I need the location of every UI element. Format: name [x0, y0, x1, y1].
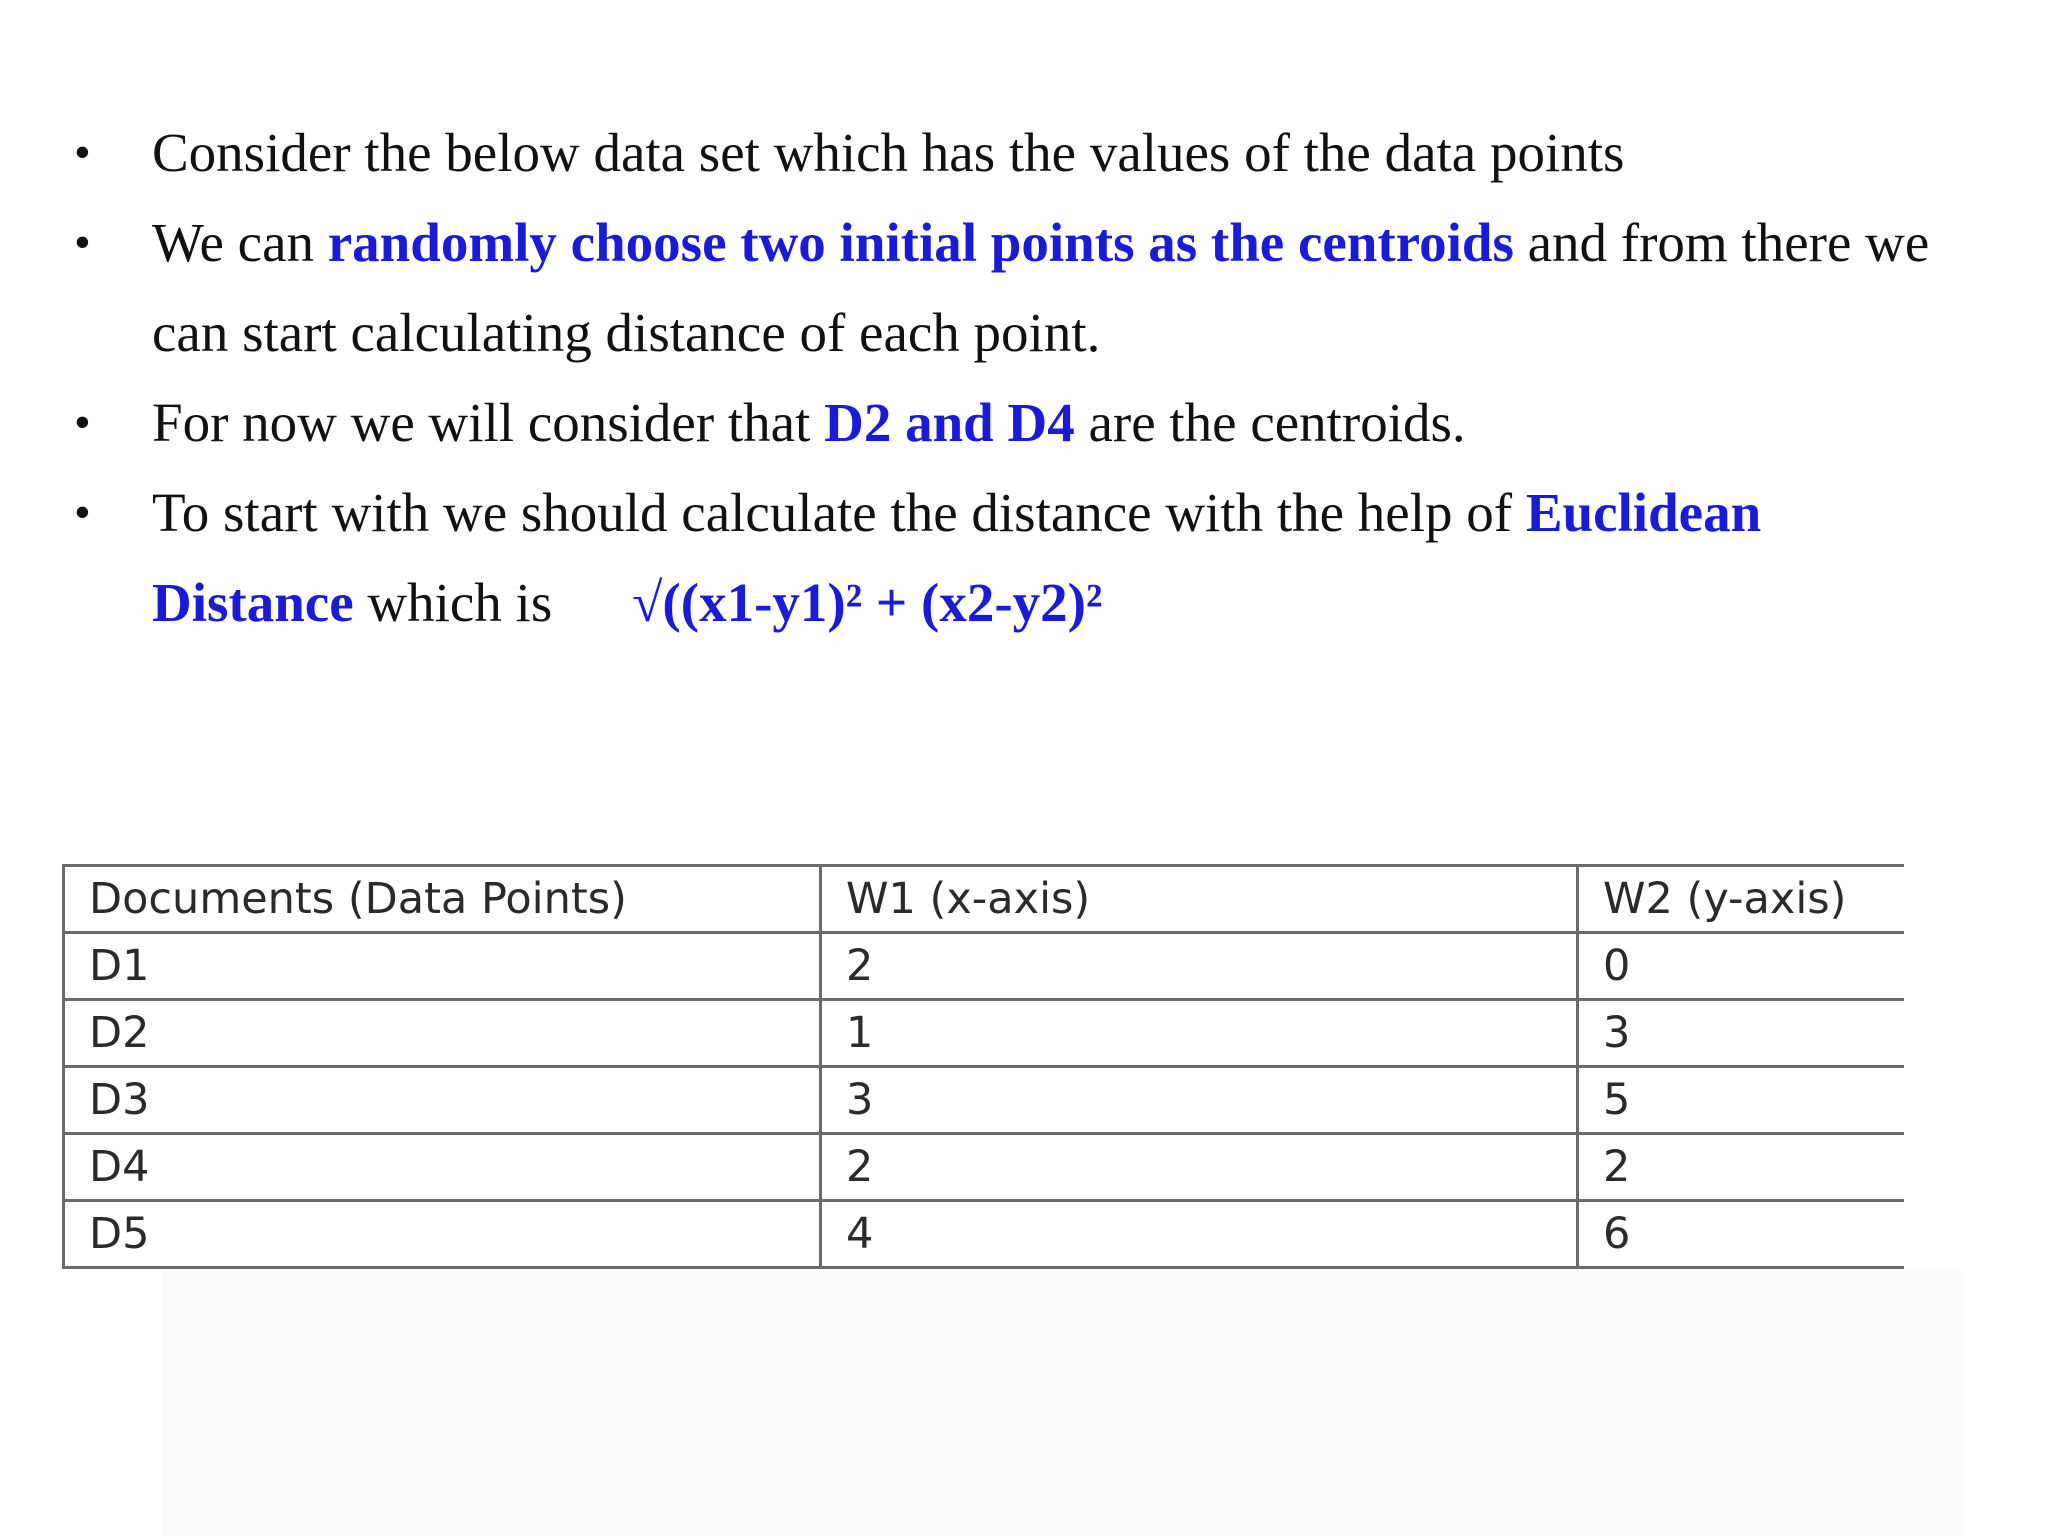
euclidean-formula: √((x1-y1)² + (x2-y2)²: [632, 572, 1103, 633]
bullet-icon: •: [74, 486, 91, 539]
bullet-item: [68, 378, 1968, 468]
bullet-text: We can: [152, 212, 328, 273]
table-cell-w2: 6: [1578, 1201, 1905, 1268]
bullet-text: For now we will consider that: [152, 392, 825, 453]
highlighted-text: D2 and D4: [824, 392, 1075, 453]
table-row: [64, 1000, 1905, 1067]
bullet-text: are the centroids.: [1074, 392, 1466, 453]
column-header-w2: W2 (y-axis): [1578, 866, 1905, 933]
data-points-table: [62, 864, 1904, 1269]
column-header-w1: W1 (x-axis): [821, 866, 1578, 933]
column-header-documents: Documents (Data Points): [64, 866, 821, 933]
table-header-row: [64, 866, 1905, 933]
table-cell-w2: 3: [1578, 1000, 1905, 1067]
table-cell-w1: 2: [821, 933, 1578, 1000]
table-cell-w2: 0: [1578, 933, 1905, 1000]
table-cell-document: D3: [64, 1067, 821, 1134]
table-cell-w1: 4: [821, 1201, 1578, 1268]
table-row: [64, 933, 1905, 1000]
table-cell-w1: 3: [821, 1067, 1578, 1134]
bullet-text: and from there we can start calculating distance of each point.: [152, 212, 1930, 363]
bullet-icon: •: [74, 126, 91, 179]
highlighted-text: randomly choose two initial points as the centroids: [327, 212, 1514, 273]
table-cell-w1: 1: [821, 1000, 1578, 1067]
table-cell-w2: 5: [1578, 1067, 1905, 1134]
bullet-item: [68, 198, 1968, 378]
bullet-item: [68, 468, 1968, 648]
table-cell-document: D1: [64, 933, 821, 1000]
background-panel: [162, 1270, 1962, 1536]
bullet-item: [68, 108, 1968, 198]
bullet-text: To start with we should calculate the distance with the help of: [152, 482, 1526, 543]
bullet-text: which is: [353, 572, 553, 633]
bullet-list: [68, 108, 1968, 648]
table-cell-w1: 2: [821, 1134, 1578, 1201]
table-cell-w2: 2: [1578, 1134, 1905, 1201]
table-cell-document: D5: [64, 1201, 821, 1268]
highlighted-text: Euclidean Distance: [152, 482, 1762, 633]
table-cell-document: D4: [64, 1134, 821, 1201]
bullet-icon: •: [74, 216, 91, 269]
table-row: [64, 1201, 1905, 1268]
bullet-icon: •: [74, 396, 91, 449]
bullet-text: Consider the below data set which has the values of the data points: [152, 122, 1625, 183]
table-row: [64, 1134, 1905, 1201]
table-row: [64, 1067, 1905, 1134]
table-cell-document: D2: [64, 1000, 821, 1067]
